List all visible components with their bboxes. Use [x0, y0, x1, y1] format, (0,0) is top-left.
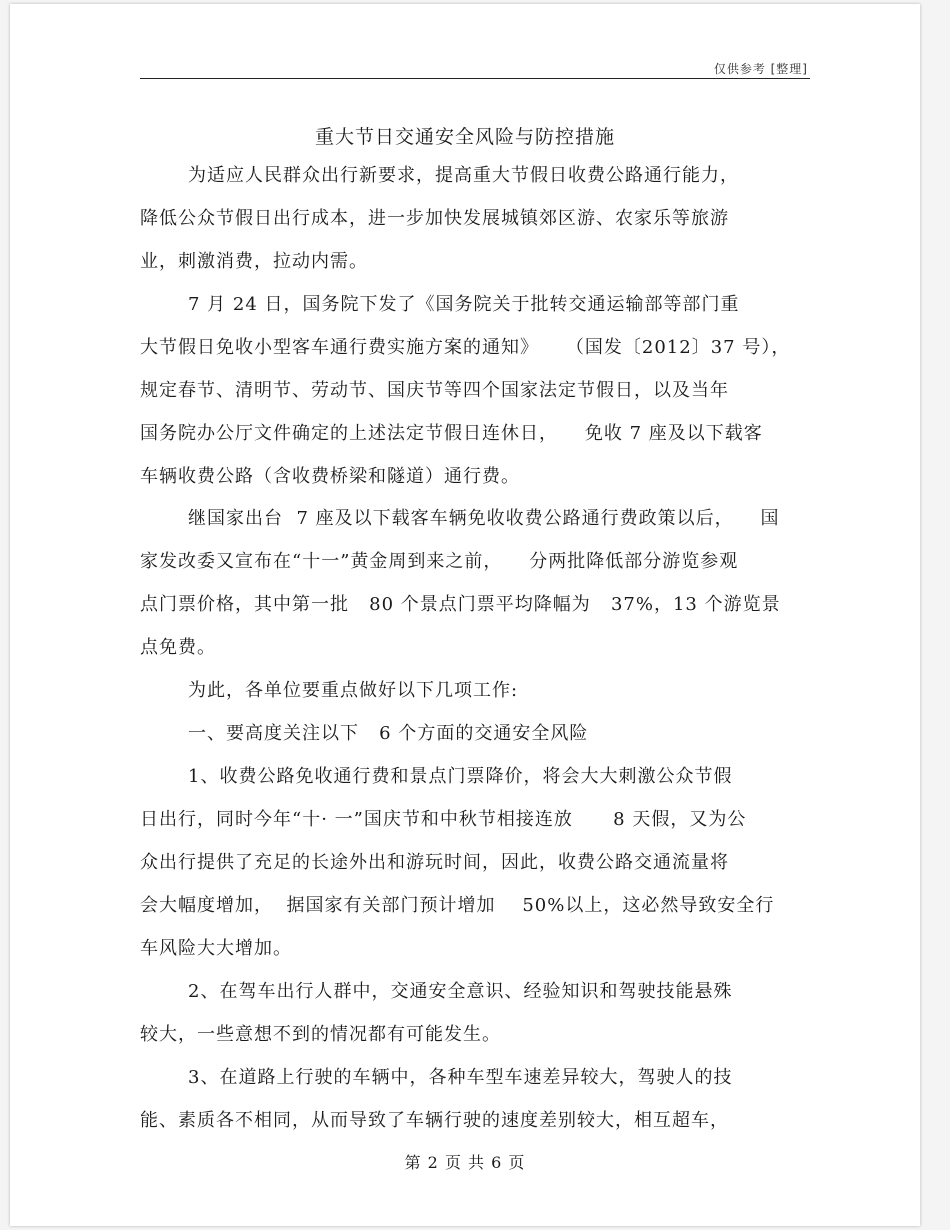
paragraph-line: 会大幅度增加， 据国家有关部门预计增加 50%以上，这必然导致安全行 — [140, 895, 775, 916]
paragraph-line: 大节假日免收小型客车通行费实施方案的通知》 （国发〔2012〕37 号）， — [140, 337, 791, 358]
paragraph-line: 较大，一些意想不到的情况都有可能发生。 — [140, 1024, 501, 1045]
header-label: 仅供参考 [整理] — [713, 62, 808, 76]
document-page — [10, 4, 920, 1226]
document-title: 重大节日交通安全风险与防控措施 — [314, 126, 615, 148]
paragraph-line: 7 月 24 日，国务院下发了《国务院关于批转交通运输部等部门重 — [188, 294, 740, 315]
paragraph-line: 家发改委又宣布在“十一”黄金周到来之前， 分两批降低部分游览参观 — [140, 551, 739, 572]
page-number: 第 2 页 共 6 页 — [404, 1153, 526, 1172]
paragraph-line: 为适应人民群众出行新要求，提高重大节假日收费公路通行能力， — [188, 165, 739, 186]
section-heading: 一、要高度关注以下 6 个方面的交通安全风险 — [188, 723, 589, 744]
paragraph-line: 为此，各单位要重点做好以下几项工作: — [188, 680, 519, 701]
paragraph-line: 点免费。 — [140, 637, 216, 658]
paragraph-line: 众出行提供了充足的长途外出和游玩时间，因此，收费公路交通流量将 — [140, 852, 729, 873]
paragraph-line: 点门票价格，其中第一批 80 个景点门票平均降幅为 37%，13 个游览景 — [140, 594, 781, 615]
paragraph-line: 继国家出台 7 座及以下载客车辆免收收费公路通行费政策以后， 国 — [188, 508, 780, 529]
paragraph-line: 日出行，同时今年“十· 一”国庆节和中秋节相接连放 8 天假，又为公 — [140, 809, 747, 830]
paragraph-line: 车风险大大增加。 — [140, 938, 292, 959]
paragraph-line: 能、素质各不相同，从而导致了车辆行驶的速度差别较大，相互超车， — [140, 1110, 729, 1131]
paragraph-line: 车辆收费公路（含收费桥梁和隧道）通行费。 — [140, 466, 520, 487]
paragraph-line: 国务院办公厅文件确定的上述法定节假日连休日， 免收 7 座及以下载客 — [140, 423, 763, 444]
paragraph-line: 3、在道路上行驶的车辆中，各种车型车速差异较大，驾驶人的技 — [188, 1067, 733, 1088]
paragraph-line: 1、收费公路免收通行费和景点门票降价，将会大大刺激公众节假 — [188, 766, 733, 787]
paragraph-line: 业，刺激消费，拉动内需。 — [140, 251, 368, 272]
header-rule — [140, 78, 810, 79]
paragraph-line: 2、在驾车出行人群中，交通安全意识、经验知识和驾驶技能悬殊 — [188, 981, 733, 1002]
paragraph-line: 规定春节、清明节、劳动节、国庆节等四个国家法定节假日，以及当年 — [140, 380, 729, 401]
paragraph-line: 降低公众节假日出行成本，进一步加快发展城镇郊区游、农家乐等旅游 — [140, 208, 729, 229]
